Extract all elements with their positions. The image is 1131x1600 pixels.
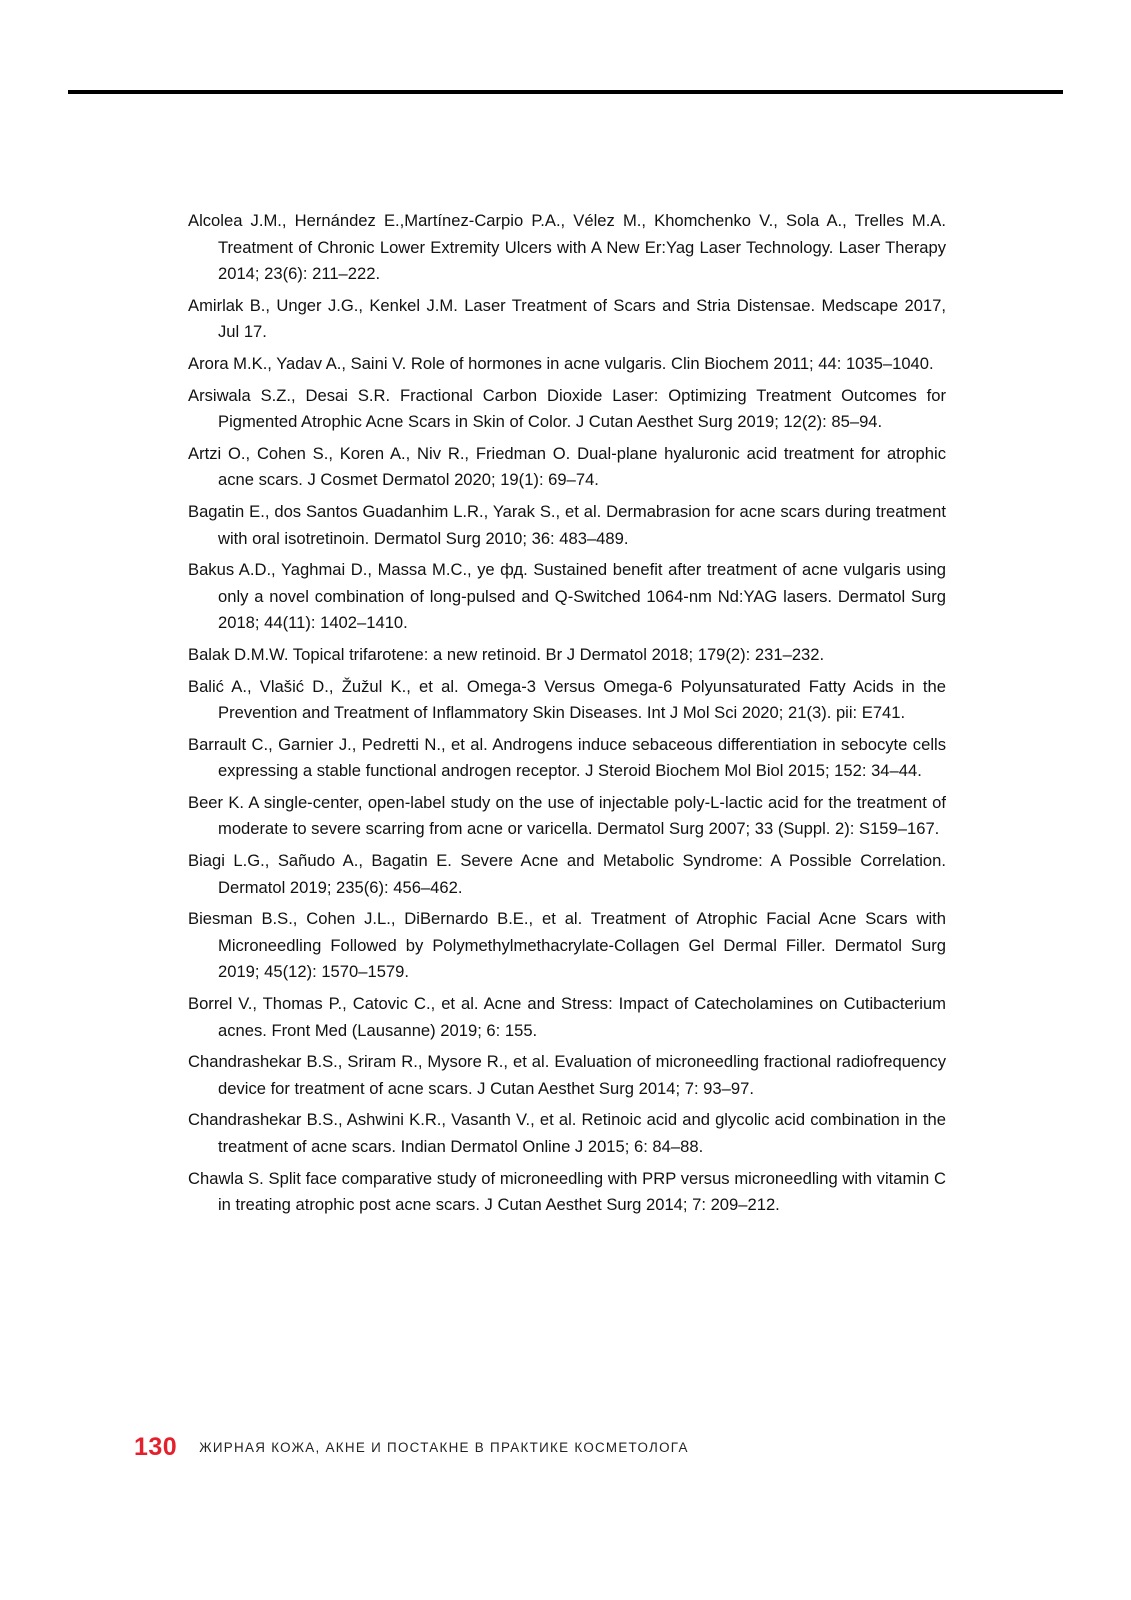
reference-list — [188, 208, 946, 1224]
reference-item: Biagi L.G., Sañudo A., Bagatin E. Severe Acne and Metabolic Syndrome: A Possible Correlation. Dermatol 2019; 235(6): 456–462. — [188, 851, 946, 897]
reference-item: Chandrashekar B.S., Ashwini K.R., Vasanth V., et al. Retinoic acid and glycolic acid combination in the treatment of acne scars. Indian Dermatol Online J 2015; 6: 84–88. — [188, 1110, 946, 1156]
reference-item: Balak D.M.W. Topical trifarotene: a new retinoid. Br J Dermatol 2018; 179(2): 231–232. — [188, 644, 825, 664]
reference-item: Chawla S. Split face comparative study of microneedling with PRP versus microneedling with vitamin C in treating atrophic post acne scars. J Cutan Aesthet Surg 2014; 7: 209–212. — [188, 1168, 946, 1215]
reference-item: Alcolea J.M., Hernández E.,Martínez-Carpio P.A., Vélez M., Khomchenko V., Sola A., Trelles M.A. Treatment of Chronic Lower Extremity Ulcers with A New Er:Yag Laser Technology. Laser Therapy 2014; 23(6): 211–222. — [188, 211, 946, 284]
reference-item: Bakus A.D., Yaghmai D., Massa M.C., уе фд. Sustained benefit after treatment of acne vulgaris using only a novel combination of long-pulsed and Q-Switched 1064-nm Nd:YAG lasers. Dermatol Surg 2018; 44(11): 1402–1410. — [188, 560, 946, 633]
reference-item: Borrel V., Thomas P., Catovic C., et al. Acne and Stress: Impact of Catecholamines on Cutibacterium acnes. Front Med (Lausanne) 2019; 6: 155. — [188, 994, 946, 1040]
reference-item: Barrault C., Garnier J., Pedretti N., et al. Androgens induce sebaceous differentiation in sebocyte cells expressing a stable functional androgen receptor. J Steroid Biochem Mol Biol 2015; 152: 34–44. — [188, 734, 946, 781]
reference-item: Amirlak B., Unger J.G., Kenkel J.M. Laser Treatment of Scars and Stria Distensae. Medscape 2017, Jul 17. — [188, 295, 946, 342]
reference-item: Biesman B.S., Cohen J.L., DiBernardo B.E., et al. Treatment of Atrophic Facial Acne Scars with Microneedling Followed by Polymethylmethacrylate-Collagen Gel Dermal Filler. Dermatol Surg 2019; 45(12): 1570–1579. — [188, 909, 946, 982]
reference-item: Artzi O., Cohen S., Koren A., Niv R., Friedman O. Dual-plane hyaluronic acid treatment for atrophic acne scars. J Cosmet Dermatol 2020; 19(1): 69–74. — [188, 443, 946, 490]
header-rule — [68, 90, 1063, 94]
reference-item: Balić A., Vlašić D., Žužul K., et al. Omega-3 Versus Omega-6 Polyunsaturated Fatty Acids in the Prevention and Treatment of Inflammatory Skin Diseases. Int J Mol Sci 2020; 21(3). pii: E741. — [188, 676, 946, 723]
reference-item: Bagatin E., dos Santos Guadanhim L.R., Yarak S., et al. Dermabrasion for acne scars during treatment with oral isotretinoin. Dermatol Surg 2010; 36: 483–489. — [188, 501, 946, 548]
reference-item: Arora M.K., Yadav A., Saini V. Role of hormones in acne vulgaris. Clin Biochem 2011; 44: 1035–1040. — [188, 353, 934, 373]
reference-item: Beer K. A single-center, open-label study on the use of injectable poly-L-lactic acid for the treatment of moderate to severe scarring from acne or varicella. Dermatol Surg 2007; 33 (Suppl. 2): S159–167. — [188, 792, 946, 839]
reference-item: Arsiwala S.Z., Desai S.R. Fractional Carbon Dioxide Laser: Optimizing Treatment Outcomes for Pigmented Atrophic Acne Scars in Skin of Color. J Cutan Aesthet Surg 2019; 12(2): 85–94. — [188, 385, 946, 432]
page-number: 130 — [134, 1432, 178, 1461]
page-footer — [134, 1432, 689, 1462]
running-title: ЖИРНАЯ КОЖА, АКНЕ И ПОСТАКНЕ В ПРАКТИКЕ КОСМЕТОЛОГА — [199, 1439, 689, 1455]
reference-item: Chandrashekar B.S., Sriram R., Mysore R., et al. Evaluation of microneedling fractional radiofrequency device for treatment of acne scars. J Cutan Aesthet Surg 2014; 7: 93–97. — [188, 1052, 946, 1098]
